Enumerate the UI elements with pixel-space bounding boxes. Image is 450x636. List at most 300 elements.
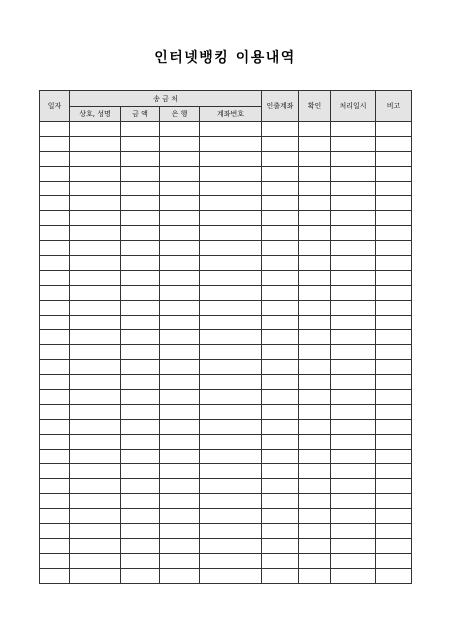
cell-remarks[interactable] — [376, 196, 412, 211]
cell-account-number[interactable] — [200, 300, 262, 315]
cell-account-number[interactable] — [200, 434, 262, 449]
cell-date[interactable] — [40, 136, 70, 151]
table-row — [40, 449, 412, 464]
cell-recipient-name[interactable] — [70, 345, 121, 360]
cell-processed-datetime[interactable] — [331, 256, 376, 271]
cell-processed-datetime[interactable] — [331, 285, 376, 300]
cell-account-number[interactable] — [200, 315, 262, 330]
cell-processed-datetime[interactable] — [331, 494, 376, 509]
cell-bank[interactable] — [160, 419, 200, 434]
cell-confirm[interactable] — [299, 345, 331, 360]
cell-bank[interactable] — [160, 315, 200, 330]
cell-remarks[interactable] — [376, 360, 412, 375]
cell-confirm[interactable] — [299, 211, 331, 226]
cell-remarks[interactable] — [376, 181, 412, 196]
cell-date[interactable] — [40, 166, 70, 181]
cell-remarks[interactable] — [376, 270, 412, 285]
cell-amount[interactable] — [121, 315, 160, 330]
cell-processed-datetime[interactable] — [331, 479, 376, 494]
cell-confirm[interactable] — [299, 122, 331, 137]
cell-bank[interactable] — [160, 494, 200, 509]
cell-bank[interactable] — [160, 360, 200, 375]
cell-withdrawal-account[interactable] — [262, 330, 299, 345]
cell-amount[interactable] — [121, 241, 160, 256]
cell-remarks[interactable] — [376, 375, 412, 390]
cell-bank[interactable] — [160, 509, 200, 524]
cell-processed-datetime[interactable] — [331, 122, 376, 137]
cell-recipient-name[interactable] — [70, 196, 121, 211]
cell-remarks[interactable] — [376, 136, 412, 151]
cell-confirm[interactable] — [299, 524, 331, 539]
cell-date[interactable] — [40, 211, 70, 226]
cell-date[interactable] — [40, 181, 70, 196]
cell-withdrawal-account[interactable] — [262, 211, 299, 226]
cell-confirm[interactable] — [299, 300, 331, 315]
cell-bank[interactable] — [160, 285, 200, 300]
cell-recipient-name[interactable] — [70, 524, 121, 539]
cell-date[interactable] — [40, 419, 70, 434]
cell-date[interactable] — [40, 568, 70, 583]
cell-confirm[interactable] — [299, 330, 331, 345]
cell-date[interactable] — [40, 538, 70, 553]
cell-account-number[interactable] — [200, 538, 262, 553]
cell-recipient-name[interactable] — [70, 315, 121, 330]
cell-remarks[interactable] — [376, 285, 412, 300]
cell-date[interactable] — [40, 449, 70, 464]
cell-date[interactable] — [40, 360, 70, 375]
cell-account-number[interactable] — [200, 553, 262, 568]
cell-remarks[interactable] — [376, 404, 412, 419]
cell-withdrawal-account[interactable] — [262, 568, 299, 583]
cell-amount[interactable] — [121, 136, 160, 151]
cell-confirm[interactable] — [299, 166, 331, 181]
cell-remarks[interactable] — [376, 464, 412, 479]
cell-date[interactable] — [40, 509, 70, 524]
cell-date[interactable] — [40, 375, 70, 390]
cell-confirm[interactable] — [299, 553, 331, 568]
cell-account-number[interactable] — [200, 166, 262, 181]
cell-recipient-name[interactable] — [70, 360, 121, 375]
cell-processed-datetime[interactable] — [331, 166, 376, 181]
cell-date[interactable] — [40, 241, 70, 256]
cell-bank[interactable] — [160, 300, 200, 315]
cell-processed-datetime[interactable] — [331, 434, 376, 449]
cell-remarks[interactable] — [376, 226, 412, 241]
cell-recipient-name[interactable] — [70, 464, 121, 479]
cell-account-number[interactable] — [200, 419, 262, 434]
cell-amount[interactable] — [121, 196, 160, 211]
cell-amount[interactable] — [121, 256, 160, 271]
cell-withdrawal-account[interactable] — [262, 300, 299, 315]
cell-amount[interactable] — [121, 151, 160, 166]
cell-bank[interactable] — [160, 390, 200, 405]
cell-recipient-name[interactable] — [70, 449, 121, 464]
cell-withdrawal-account[interactable] — [262, 375, 299, 390]
table-row — [40, 196, 412, 211]
cell-recipient-name[interactable] — [70, 553, 121, 568]
table-row — [40, 524, 412, 539]
cell-bank[interactable] — [160, 345, 200, 360]
cell-confirm[interactable] — [299, 136, 331, 151]
table-row — [40, 494, 412, 509]
cell-withdrawal-account[interactable] — [262, 345, 299, 360]
cell-account-number[interactable] — [200, 464, 262, 479]
cell-bank[interactable] — [160, 181, 200, 196]
cell-confirm[interactable] — [299, 494, 331, 509]
cell-date[interactable] — [40, 300, 70, 315]
cell-recipient-name[interactable] — [70, 375, 121, 390]
cell-date[interactable] — [40, 196, 70, 211]
cell-withdrawal-account[interactable] — [262, 479, 299, 494]
cell-remarks[interactable] — [376, 479, 412, 494]
cell-processed-datetime[interactable] — [331, 196, 376, 211]
cell-confirm[interactable] — [299, 241, 331, 256]
cell-date[interactable] — [40, 390, 70, 405]
cell-withdrawal-account[interactable] — [262, 315, 299, 330]
cell-account-number[interactable] — [200, 211, 262, 226]
cell-bank[interactable] — [160, 464, 200, 479]
cell-recipient-name[interactable] — [70, 538, 121, 553]
cell-amount[interactable] — [121, 285, 160, 300]
cell-processed-datetime[interactable] — [331, 404, 376, 419]
cell-remarks[interactable] — [376, 166, 412, 181]
cell-recipient-name[interactable] — [70, 136, 121, 151]
header-confirm: 확인 — [299, 91, 331, 122]
cell-date[interactable] — [40, 434, 70, 449]
cell-remarks[interactable] — [376, 553, 412, 568]
cell-confirm[interactable] — [299, 375, 331, 390]
cell-confirm[interactable] — [299, 360, 331, 375]
cell-confirm[interactable] — [299, 196, 331, 211]
cell-amount[interactable] — [121, 300, 160, 315]
cell-remarks[interactable] — [376, 241, 412, 256]
cell-withdrawal-account[interactable] — [262, 553, 299, 568]
cell-account-number[interactable] — [200, 479, 262, 494]
cell-remarks[interactable] — [376, 538, 412, 553]
cell-amount[interactable] — [121, 166, 160, 181]
cell-date[interactable] — [40, 122, 70, 137]
cell-remarks[interactable] — [376, 211, 412, 226]
cell-withdrawal-account[interactable] — [262, 136, 299, 151]
cell-date[interactable] — [40, 524, 70, 539]
cell-recipient-name[interactable] — [70, 330, 121, 345]
cell-confirm[interactable] — [299, 181, 331, 196]
header-recipient-group: 송 금 처 — [70, 91, 262, 107]
cell-withdrawal-account[interactable] — [262, 181, 299, 196]
table-row — [40, 360, 412, 375]
cell-amount[interactable] — [121, 211, 160, 226]
cell-withdrawal-account[interactable] — [262, 256, 299, 271]
table-row — [40, 375, 412, 390]
table-row — [40, 166, 412, 181]
cell-amount[interactable] — [121, 330, 160, 345]
cell-recipient-name[interactable] — [70, 300, 121, 315]
cell-confirm[interactable] — [299, 226, 331, 241]
table-row — [40, 419, 412, 434]
cell-processed-datetime[interactable] — [331, 315, 376, 330]
cell-account-number[interactable] — [200, 122, 262, 137]
cell-amount[interactable] — [121, 360, 160, 375]
cell-remarks[interactable] — [376, 434, 412, 449]
cell-processed-datetime[interactable] — [331, 181, 376, 196]
cell-account-number[interactable] — [200, 256, 262, 271]
cell-bank[interactable] — [160, 166, 200, 181]
cell-bank[interactable] — [160, 404, 200, 419]
cell-processed-datetime[interactable] — [331, 300, 376, 315]
cell-account-number[interactable] — [200, 375, 262, 390]
cell-recipient-name[interactable] — [70, 211, 121, 226]
cell-account-number[interactable] — [200, 136, 262, 151]
cell-account-number[interactable] — [200, 241, 262, 256]
cell-processed-datetime[interactable] — [331, 524, 376, 539]
cell-amount[interactable] — [121, 122, 160, 137]
cell-remarks[interactable] — [376, 315, 412, 330]
cell-bank[interactable] — [160, 434, 200, 449]
header-amount: 금 액 — [121, 107, 160, 122]
cell-account-number[interactable] — [200, 494, 262, 509]
cell-recipient-name[interactable] — [70, 151, 121, 166]
cell-recipient-name[interactable] — [70, 390, 121, 405]
cell-account-number[interactable] — [200, 390, 262, 405]
cell-recipient-name[interactable] — [70, 479, 121, 494]
cell-withdrawal-account[interactable] — [262, 270, 299, 285]
cell-withdrawal-account[interactable] — [262, 524, 299, 539]
cell-date[interactable] — [40, 330, 70, 345]
cell-withdrawal-account[interactable] — [262, 226, 299, 241]
cell-processed-datetime[interactable] — [331, 390, 376, 405]
cell-bank[interactable] — [160, 151, 200, 166]
cell-bank[interactable] — [160, 196, 200, 211]
cell-processed-datetime[interactable] — [331, 360, 376, 375]
cell-recipient-name[interactable] — [70, 270, 121, 285]
cell-amount[interactable] — [121, 434, 160, 449]
table-row — [40, 241, 412, 256]
cell-recipient-name[interactable] — [70, 419, 121, 434]
cell-bank[interactable] — [160, 553, 200, 568]
cell-amount[interactable] — [121, 404, 160, 419]
cell-withdrawal-account[interactable] — [262, 509, 299, 524]
cell-date[interactable] — [40, 315, 70, 330]
cell-recipient-name[interactable] — [70, 166, 121, 181]
cell-date[interactable] — [40, 404, 70, 419]
cell-remarks[interactable] — [376, 330, 412, 345]
cell-remarks[interactable] — [376, 494, 412, 509]
cell-account-number[interactable] — [200, 330, 262, 345]
header-account-number: 계좌번호 — [200, 107, 262, 122]
cell-bank[interactable] — [160, 568, 200, 583]
cell-date[interactable] — [40, 345, 70, 360]
cell-withdrawal-account[interactable] — [262, 419, 299, 434]
cell-bank[interactable] — [160, 211, 200, 226]
cell-amount[interactable] — [121, 226, 160, 241]
cell-date[interactable] — [40, 479, 70, 494]
cell-withdrawal-account[interactable] — [262, 196, 299, 211]
table-row — [40, 315, 412, 330]
table-row — [40, 136, 412, 151]
cell-amount[interactable] — [121, 524, 160, 539]
cell-confirm[interactable] — [299, 315, 331, 330]
cell-account-number[interactable] — [200, 345, 262, 360]
table-row — [40, 256, 412, 271]
cell-processed-datetime[interactable] — [331, 330, 376, 345]
cell-processed-datetime[interactable] — [331, 226, 376, 241]
cell-account-number[interactable] — [200, 181, 262, 196]
cell-amount[interactable] — [121, 494, 160, 509]
cell-recipient-name[interactable] — [70, 434, 121, 449]
cell-bank[interactable] — [160, 449, 200, 464]
cell-recipient-name[interactable] — [70, 122, 121, 137]
cell-recipient-name[interactable] — [70, 494, 121, 509]
cell-confirm[interactable] — [299, 509, 331, 524]
table-row — [40, 181, 412, 196]
cell-amount[interactable] — [121, 181, 160, 196]
cell-amount[interactable] — [121, 419, 160, 434]
cell-processed-datetime[interactable] — [331, 270, 376, 285]
cell-withdrawal-account[interactable] — [262, 434, 299, 449]
cell-confirm[interactable] — [299, 419, 331, 434]
cell-processed-datetime[interactable] — [331, 136, 376, 151]
cell-date[interactable] — [40, 494, 70, 509]
cell-account-number[interactable] — [200, 524, 262, 539]
cell-processed-datetime[interactable] — [331, 553, 376, 568]
cell-processed-datetime[interactable] — [331, 151, 376, 166]
cell-remarks[interactable] — [376, 390, 412, 405]
cell-remarks[interactable] — [376, 122, 412, 137]
cell-processed-datetime[interactable] — [331, 509, 376, 524]
cell-withdrawal-account[interactable] — [262, 464, 299, 479]
table-row — [40, 226, 412, 241]
cell-withdrawal-account[interactable] — [262, 360, 299, 375]
cell-account-number[interactable] — [200, 270, 262, 285]
cell-bank[interactable] — [160, 538, 200, 553]
cell-date[interactable] — [40, 464, 70, 479]
cell-date[interactable] — [40, 226, 70, 241]
cell-recipient-name[interactable] — [70, 285, 121, 300]
cell-date[interactable] — [40, 270, 70, 285]
cell-recipient-name[interactable] — [70, 181, 121, 196]
cell-confirm[interactable] — [299, 285, 331, 300]
cell-bank[interactable] — [160, 122, 200, 137]
cell-withdrawal-account[interactable] — [262, 538, 299, 553]
cell-bank[interactable] — [160, 375, 200, 390]
cell-processed-datetime[interactable] — [331, 241, 376, 256]
cell-amount[interactable] — [121, 375, 160, 390]
cell-amount[interactable] — [121, 390, 160, 405]
cell-amount[interactable] — [121, 449, 160, 464]
cell-bank[interactable] — [160, 330, 200, 345]
cell-bank[interactable] — [160, 256, 200, 271]
cell-bank[interactable] — [160, 226, 200, 241]
cell-date[interactable] — [40, 553, 70, 568]
cell-account-number[interactable] — [200, 151, 262, 166]
cell-amount[interactable] — [121, 345, 160, 360]
cell-confirm[interactable] — [299, 256, 331, 271]
cell-confirm[interactable] — [299, 434, 331, 449]
table-row — [40, 538, 412, 553]
cell-recipient-name[interactable] — [70, 509, 121, 524]
cell-remarks[interactable] — [376, 449, 412, 464]
cell-processed-datetime[interactable] — [331, 449, 376, 464]
cell-withdrawal-account[interactable] — [262, 151, 299, 166]
cell-processed-datetime[interactable] — [331, 464, 376, 479]
cell-processed-datetime[interactable] — [331, 375, 376, 390]
cell-remarks[interactable] — [376, 568, 412, 583]
cell-recipient-name[interactable] — [70, 241, 121, 256]
cell-account-number[interactable] — [200, 196, 262, 211]
cell-amount[interactable] — [121, 270, 160, 285]
cell-remarks[interactable] — [376, 509, 412, 524]
cell-confirm[interactable] — [299, 538, 331, 553]
cell-processed-datetime[interactable] — [331, 419, 376, 434]
cell-bank[interactable] — [160, 136, 200, 151]
cell-processed-datetime[interactable] — [331, 538, 376, 553]
cell-confirm[interactable] — [299, 449, 331, 464]
cell-bank[interactable] — [160, 524, 200, 539]
cell-withdrawal-account[interactable] — [262, 494, 299, 509]
cell-remarks[interactable] — [376, 524, 412, 539]
cell-amount[interactable] — [121, 568, 160, 583]
cell-recipient-name[interactable] — [70, 568, 121, 583]
cell-withdrawal-account[interactable] — [262, 285, 299, 300]
cell-bank[interactable] — [160, 479, 200, 494]
cell-processed-datetime[interactable] — [331, 211, 376, 226]
cell-confirm[interactable] — [299, 464, 331, 479]
cell-amount[interactable] — [121, 479, 160, 494]
cell-withdrawal-account[interactable] — [262, 241, 299, 256]
cell-withdrawal-account[interactable] — [262, 122, 299, 137]
table-row — [40, 509, 412, 524]
cell-date[interactable] — [40, 256, 70, 271]
cell-confirm[interactable] — [299, 404, 331, 419]
cell-confirm[interactable] — [299, 390, 331, 405]
cell-remarks[interactable] — [376, 300, 412, 315]
cell-bank[interactable] — [160, 270, 200, 285]
cell-confirm[interactable] — [299, 270, 331, 285]
cell-account-number[interactable] — [200, 226, 262, 241]
cell-account-number[interactable] — [200, 360, 262, 375]
cell-account-number[interactable] — [200, 509, 262, 524]
cell-amount[interactable] — [121, 538, 160, 553]
cell-recipient-name[interactable] — [70, 226, 121, 241]
cell-withdrawal-account[interactable] — [262, 449, 299, 464]
cell-remarks[interactable] — [376, 419, 412, 434]
cell-date[interactable] — [40, 151, 70, 166]
cell-confirm[interactable] — [299, 479, 331, 494]
cell-account-number[interactable] — [200, 568, 262, 583]
cell-remarks[interactable] — [376, 345, 412, 360]
cell-remarks[interactable] — [376, 151, 412, 166]
cell-processed-datetime[interactable] — [331, 568, 376, 583]
cell-processed-datetime[interactable] — [331, 345, 376, 360]
cell-bank[interactable] — [160, 241, 200, 256]
cell-recipient-name[interactable] — [70, 404, 121, 419]
cell-confirm[interactable] — [299, 568, 331, 583]
cell-amount[interactable] — [121, 464, 160, 479]
cell-recipient-name[interactable] — [70, 256, 121, 271]
cell-account-number[interactable] — [200, 404, 262, 419]
cell-account-number[interactable] — [200, 449, 262, 464]
cell-remarks[interactable] — [376, 256, 412, 271]
cell-withdrawal-account[interactable] — [262, 166, 299, 181]
cell-amount[interactable] — [121, 553, 160, 568]
cell-confirm[interactable] — [299, 151, 331, 166]
cell-account-number[interactable] — [200, 285, 262, 300]
cell-withdrawal-account[interactable] — [262, 404, 299, 419]
table-row — [40, 300, 412, 315]
cell-amount[interactable] — [121, 509, 160, 524]
cell-date[interactable] — [40, 285, 70, 300]
cell-withdrawal-account[interactable] — [262, 390, 299, 405]
